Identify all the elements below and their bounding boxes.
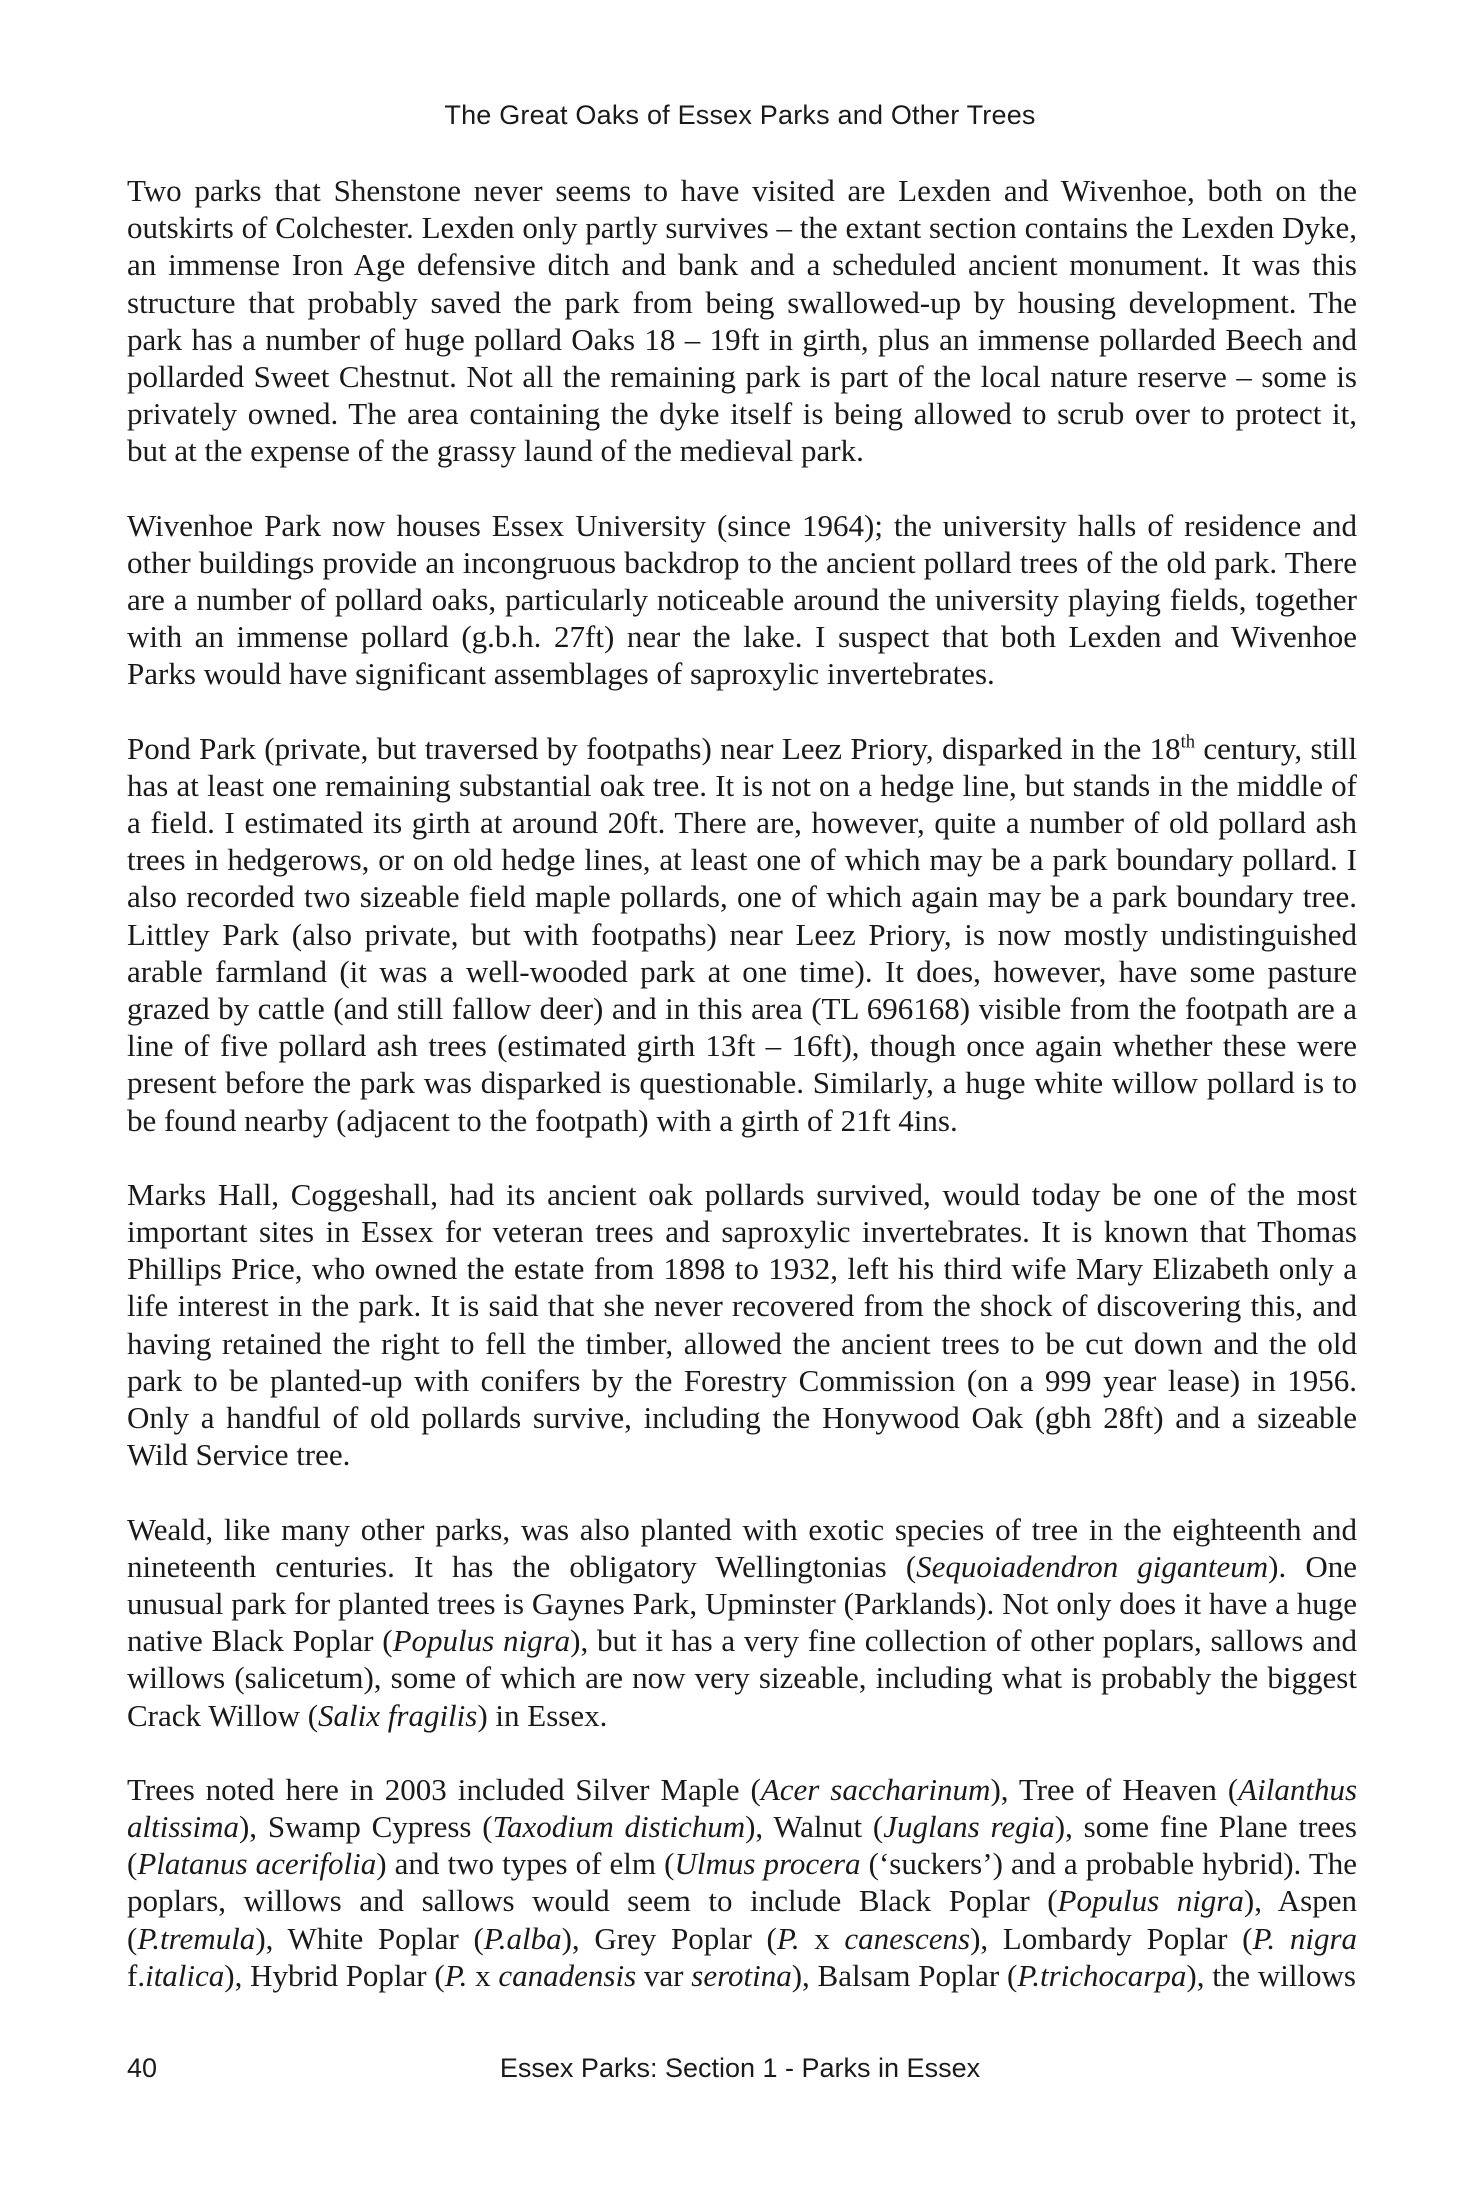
text-run: Trees noted here in 2003 included Silver Maple (	[127, 1771, 761, 1807]
footer-section-title: Essex Parks: Section 1 - Parks in Essex	[499, 2053, 981, 2083]
paragraph	[127, 507, 1357, 693]
text-run: ), but it has a very fine collection of other poplars, sallows and willows (salicetum), some of which are now very sizeable, including what is probably the biggest Crack Willow (	[127, 1623, 1357, 1733]
text-run: ). One unusual park for planted trees is Gaynes Park, Upminster (Parklands). Not only does it have a huge native Black Poplar (	[127, 1548, 1357, 1659]
italic-text: Sequoiadendron giganteum	[916, 1548, 1269, 1584]
text-run: ), some fine Plane trees (	[127, 1808, 1357, 1882]
italic-text: Populus nigra	[1057, 1883, 1244, 1919]
italic-text: Acer saccharinum	[760, 1771, 991, 1807]
italic-text: P.alba	[483, 1920, 562, 1956]
text-run: Weald, like many other parks, was also planted with exotic species of tree in the eighteenth and nineteenth centuries. It has the obligatory Wellingtonias (	[127, 1511, 1357, 1584]
italic-text: P.	[444, 1957, 468, 1993]
text-run: f.	[127, 1957, 146, 1993]
superscript-text: th	[1180, 731, 1196, 753]
text-run: ), White Poplar (	[255, 1920, 484, 1956]
text-run: ), Grey Poplar (	[561, 1920, 777, 1956]
text-run: ), Tree of Heaven (	[990, 1771, 1239, 1807]
text-run: ), Balsam Poplar (	[791, 1957, 1018, 1993]
text-run: x	[467, 1957, 499, 1993]
text-run: (‘suckers’) and a probable hybrid). The poplars, willows and sallows would seem to include Black Poplar (	[127, 1846, 1358, 1919]
page-number: 40	[127, 2053, 158, 2083]
italic-text: canescens	[844, 1920, 971, 1956]
italic-text: Ulmus procera	[674, 1846, 861, 1882]
paragraph	[127, 730, 1357, 1139]
paragraph	[127, 1176, 1357, 1474]
italic-text: Juglans regia	[883, 1808, 1055, 1844]
text-run: ), Aspen (	[127, 1883, 1357, 1956]
text-run: Marks Hall, Coggeshall, had its ancient oak pollards survived, would today be one of the most important sites in Essex for veteran trees and saproxylic invertebrates. It is known that Thomas Phillips Price, who owned the estate from 1898 to 1932, left his third wife Mary Elizabeth only a life interest in the park. It is said that she never recovered from the shock of discovering this, and having retained the right to fell the timber, allowed the ancient trees to be cut down and the old park to be planted-up with conifers by the Forestry Commission (on a 999 year lease) in 1956. Only a handful of old pollards survive, including the Honywood Oak (gbh 28ft) and a sizeable Wild Service tree.	[127, 1176, 1357, 1473]
text-run: ) and two types of elm (	[376, 1846, 675, 1882]
paragraph	[127, 1511, 1357, 1734]
italic-text: Salix fragilis	[318, 1697, 478, 1733]
italic-text: canadensis	[498, 1957, 637, 1993]
italic-text: P. nigra	[1252, 1920, 1358, 1956]
text-run: x	[799, 1920, 845, 1956]
italic-text: P.tremula	[137, 1920, 256, 1956]
italic-text: Populus nigra	[392, 1623, 571, 1659]
italic-text: Taxodium distichum	[492, 1808, 746, 1844]
text-run: ), Hybrid Poplar (	[224, 1957, 445, 1993]
text-run: Two parks that Shenstone never seems to have visited are Lexden and Wivenhoe, both on the outskirts of Colchester. Lexden only partly survives – the extant section contains the Lexden Dyke, an immense Iron Age defensive ditch and bank and a scheduled ancient monument. It was this structure that probably saved the park from being swallowed-up by housing development. The park has a number of huge pollard Oaks 18 – 19ft in girth, plus an immense pollarded Beech and pollarded Sweet Chestnut. Not all the remaining park is part of the local nature reserve – some is privately owned. The area containing the dyke itself is being allowed to scrub over to protect it, but at the expense of the grassy laund of the medieval park.	[127, 173, 1357, 469]
body-text	[127, 172, 1357, 1994]
text-run: ), Swamp Cypress (	[238, 1808, 493, 1844]
text-run: ), Lombardy Poplar (	[970, 1920, 1253, 1956]
text-run: ) in Essex.	[477, 1697, 608, 1733]
text-run: century, still has at least one remaining substantial oak tree. It is not on a hedge line, but stands in the middle of a field. I estimated its girth at around 20ft. There are, however, quite a number of old pollard ash trees in hedgerows, or on old hedge lines, at least one of which may be a park boundary pollard. I also recorded two sizeable field maple pollards, one of which again may be a park boundary tree. Littley Park (also private, but with footpaths) near Leez Priory, is now mostly undistinguished arable farmland (it was a well-wooded park at one time). It does, however, have some pasture grazed by cattle (and still fallow deer) and in this area (TL 696168) visible from the footpath are a line of five pollard ash trees (estimated girth 13ft – 16ft), though once again whether these were present before the park was disparked is questionable. Similarly, a huge white willow pollard is to be found nearby (adjacent to the footpath) with a girth of 21ft 4ins.	[127, 730, 1357, 1138]
italic-text: P.	[776, 1920, 800, 1956]
running-header: The Great Oaks of Essex Parks and Other Trees	[444, 100, 1036, 130]
text-run: Wivenhoe Park now houses Essex University (since 1964); the university halls of residence and other buildings provide an incongruous backdrop to the ancient pollard trees of the old park. There are a number of pollard oaks, particularly noticeable around the university playing fields, together with an immense pollard (g.b.h. 27ft) near the lake. I suspect that both Lexden and Wivenhoe Parks would have significant assemblages of saproxylic invertebrates.	[127, 507, 1357, 692]
italic-text: P.trichocarpa	[1017, 1957, 1187, 1993]
text-run: ), the willows	[1186, 1957, 1356, 1993]
italic-text: serotina	[691, 1957, 792, 1993]
paragraph	[127, 1771, 1357, 1994]
text-run: var	[636, 1957, 692, 1993]
italic-text: italica	[145, 1957, 225, 1993]
paragraph	[127, 172, 1357, 470]
text-run: ), Walnut (	[745, 1808, 884, 1844]
italic-text: Ailanthus altissima	[127, 1771, 1358, 1844]
text-run: Pond Park (private, but traversed by footpaths) near Leez Priory, disparked in the 18	[127, 730, 1181, 766]
italic-text: Platanus acerifolia	[137, 1846, 377, 1882]
